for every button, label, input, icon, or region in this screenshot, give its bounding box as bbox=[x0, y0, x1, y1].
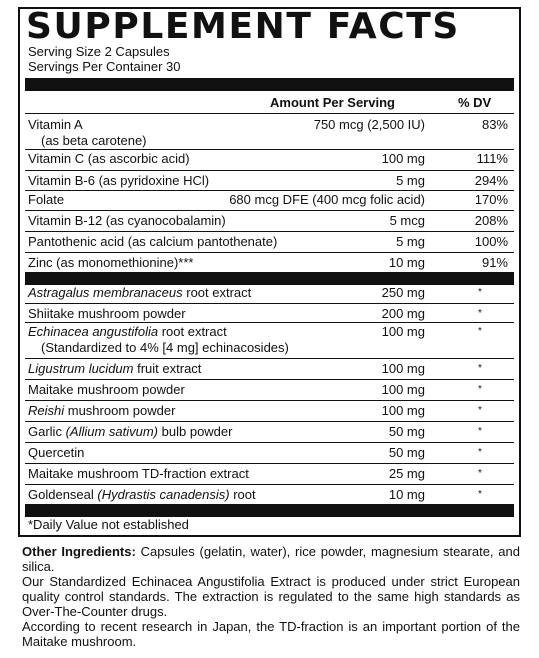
ingredient-name: Shiitake mushroom powder bbox=[28, 306, 186, 321]
ingredient-amount: 50 mg bbox=[388, 424, 425, 439]
row-rule bbox=[25, 322, 514, 323]
nutrient-dv: 170% bbox=[474, 192, 508, 207]
ingredient-amount: 100 mg bbox=[381, 324, 425, 339]
row-rule bbox=[25, 190, 514, 191]
nutrient-name-sub: (as beta carotene) bbox=[41, 133, 147, 148]
nutrient-name: Pantothenic acid (as calcium pantothenate) bbox=[28, 234, 278, 249]
ingredient-amount: 200 mg bbox=[381, 306, 425, 321]
row-rule bbox=[25, 231, 514, 232]
nutrient-amount: 5 mcg bbox=[389, 213, 425, 228]
amount-header: Amount Per Serving bbox=[270, 95, 395, 110]
ingredient-name: Quercetin bbox=[28, 445, 85, 460]
ingredient-amount: 10 mg bbox=[388, 487, 425, 502]
echinacea-statement: Our Standardized Echinacea Angustifolia Extract is produced under strict European quality control standards. The extraction is regulated to the same high standards as Over-The-Counter drugs. bbox=[22, 574, 520, 619]
ingredient-name-sub: (Standardized to 4% [4 mg] echinacosides) bbox=[41, 340, 289, 355]
ingredient-dv: * bbox=[478, 363, 482, 374]
row-rule bbox=[25, 442, 514, 443]
nutrient-name: Vitamin A bbox=[28, 117, 83, 132]
nutrient-amount: 5 mg bbox=[396, 173, 425, 188]
dv-header: % DV bbox=[458, 95, 492, 110]
ingredient-dv: * bbox=[478, 447, 482, 458]
nutrient-amount: 100 mg bbox=[381, 151, 425, 166]
row-rule bbox=[25, 303, 514, 304]
ingredient-dv: * bbox=[478, 405, 482, 416]
ingredient-name: Goldenseal (Hydrastis canadensis) root bbox=[28, 487, 256, 502]
ingredient-dv: * bbox=[478, 384, 482, 395]
nutrient-amount: 5 mg bbox=[396, 234, 425, 249]
nutrient-amount: 750 mcg (2,500 IU) bbox=[313, 117, 425, 132]
thick-divider bbox=[25, 272, 514, 285]
nutrient-dv: 83% bbox=[481, 117, 508, 132]
ingredient-dv: * bbox=[478, 308, 482, 319]
ingredient-name: Ligustrum lucidum fruit extract bbox=[28, 361, 202, 376]
row-rule bbox=[25, 421, 514, 422]
ingredient-dv: * bbox=[478, 326, 482, 337]
ingredient-amount: 100 mg bbox=[381, 382, 425, 397]
nutrient-dv: 111% bbox=[476, 151, 508, 166]
row-rule bbox=[25, 149, 514, 150]
row-rule bbox=[25, 358, 514, 359]
header-rule bbox=[25, 113, 514, 114]
panel-title: SUPPLEMENT FACTS bbox=[26, 6, 460, 47]
other-ingredients-text bbox=[22, 544, 520, 649]
thick-divider bbox=[25, 504, 514, 517]
nutrient-amount: 680 mcg DFE (400 mcg folic acid) bbox=[229, 192, 425, 207]
ingredient-name: Reishi mushroom powder bbox=[28, 403, 176, 418]
other-ingredients-label: Other Ingredients: bbox=[22, 544, 136, 559]
row-rule bbox=[25, 463, 514, 464]
row-rule bbox=[25, 379, 514, 380]
ingredient-name: Garlic (Allium sativum) bulb powder bbox=[28, 424, 233, 439]
nutrient-dv: 294% bbox=[474, 173, 508, 188]
daily-value-footnote: *Daily Value not established bbox=[28, 517, 189, 532]
serving-size: Serving Size 2 Capsules bbox=[28, 44, 170, 59]
ingredient-dv: * bbox=[478, 468, 482, 479]
ingredient-amount: 100 mg bbox=[381, 403, 425, 418]
nutrient-dv: 91% bbox=[481, 255, 508, 270]
nutrient-name: Vitamin C (as ascorbic acid) bbox=[28, 151, 190, 166]
row-rule bbox=[25, 484, 514, 485]
nutrient-name: Folate bbox=[28, 192, 65, 207]
row-rule bbox=[25, 252, 514, 253]
nutrient-name: Vitamin B-12 (as cyanocobalamin) bbox=[28, 213, 226, 228]
ingredient-name: Maitake mushroom TD-fraction extract bbox=[28, 466, 249, 481]
ingredient-amount: 25 mg bbox=[388, 466, 425, 481]
ingredient-dv: * bbox=[478, 287, 482, 298]
row-rule bbox=[25, 170, 514, 171]
other-ingredients: Other Ingredients: Capsules (gelatin, water), rice powder, magnesium stearate, and silica. bbox=[22, 544, 520, 574]
thick-divider bbox=[25, 78, 514, 91]
ingredient-amount: 50 mg bbox=[388, 445, 425, 460]
td-fraction-statement: According to recent research in Japan, the TD-fraction is an important portion of the Maitake mushroom. bbox=[22, 619, 520, 649]
supplement-facts-panel bbox=[18, 7, 521, 537]
ingredient-dv: * bbox=[478, 426, 482, 437]
nutrient-name: Zinc (as monomethionine)*** bbox=[28, 255, 194, 270]
row-rule bbox=[25, 400, 514, 401]
ingredient-name: Echinacea angustifolia root extract bbox=[28, 324, 227, 339]
nutrient-dv: 208% bbox=[474, 213, 508, 228]
servings-per-container: Servings Per Container 30 bbox=[28, 59, 181, 74]
ingredient-name: Maitake mushroom powder bbox=[28, 382, 185, 397]
ingredient-name: Astragalus membranaceus root extract bbox=[28, 285, 252, 300]
row-rule bbox=[25, 210, 514, 211]
nutrient-dv: 100% bbox=[474, 234, 508, 249]
ingredient-amount: 250 mg bbox=[381, 285, 425, 300]
ingredient-dv: * bbox=[478, 489, 482, 500]
nutrient-amount: 10 mg bbox=[388, 255, 425, 270]
nutrient-name: Vitamin B-6 (as pyridoxine HCl) bbox=[28, 173, 210, 188]
ingredient-amount: 100 mg bbox=[381, 361, 425, 376]
